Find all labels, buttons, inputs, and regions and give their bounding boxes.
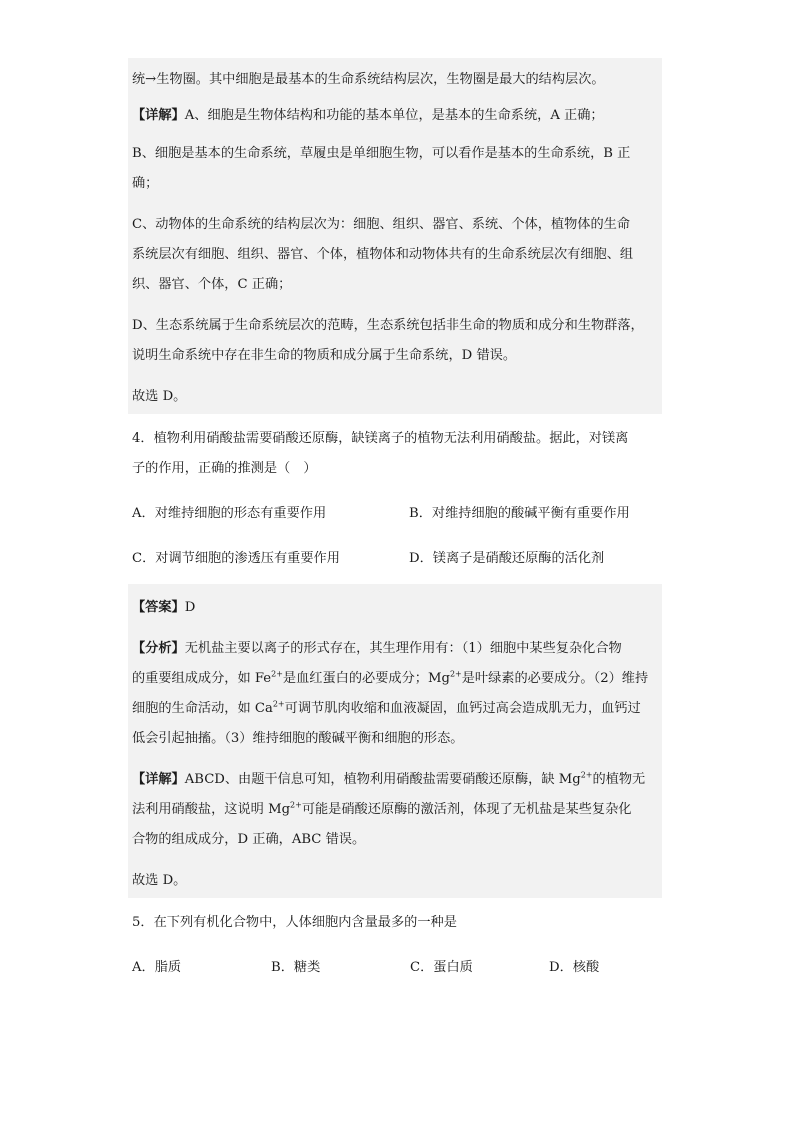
answer-label: 【答案】 <box>132 600 185 615</box>
document-page <box>132 58 662 979</box>
q4-detail-line-2 <box>132 799 662 821</box>
analysis-text-3b: 可调节肌肉收缩和血液凝固，血钙过高会造成肌无力，血钙过 <box>284 701 641 716</box>
analysis-text-2c: 是叶绿素的必要成分。（2）维持 <box>461 671 649 686</box>
q5-stem: 5．在下列有机化合物中，人体细胞内含量最多的一种是 <box>132 915 457 930</box>
q4-answer-line <box>132 597 662 619</box>
detail-c-line-2: 系统层次有细胞、组织、器官、个体，植物体和动物体共有的生命系统层次有细胞、组 <box>132 247 634 262</box>
q4-choose-answer: 故选 D。 <box>132 873 187 888</box>
detail-b-line-2: 确； <box>132 176 159 191</box>
q5-options-row <box>132 957 662 979</box>
detail-text-1b: 的植物无 <box>592 772 646 787</box>
detail-a-line <box>132 105 662 127</box>
mg-charge: 2+ <box>580 770 593 780</box>
mg-charge: 2+ <box>449 669 462 679</box>
analysis-text-2b: 是血红蛋白的必要成分；Mg <box>282 671 450 686</box>
detail-c-line-3: 织、器官、个体，C 正确； <box>132 277 292 292</box>
q4-analysis-line-1 <box>132 638 662 660</box>
detail-text-2a: 法利用硝酸盐，这说明 Mg <box>132 802 291 817</box>
analysis-text-2a: 的重要组成成分，如 Fe <box>132 671 272 686</box>
analysis-text-3a: 细胞的生命活动，如 Ca <box>132 701 273 716</box>
detail-text-1a: ABCD、由题干信息可知，植物利用硝酸盐需要硝酸还原酶，缺 Mg <box>184 772 581 787</box>
q4-option-a: A．对维持细胞的形态有重要作用 <box>132 506 327 521</box>
detail-label: 【详解】 <box>132 108 185 123</box>
detail-b-line-1: B、细胞是基本的生命系统，草履虫是单细胞生物，可以看作是基本的生命系统，B 正 <box>132 146 631 161</box>
q4-options-row-2 <box>132 548 662 570</box>
q5-option-a: A．脂质 <box>132 960 182 975</box>
detail-d-line-1: D、生态系统属于生命系统层次的范畴，生态系统包括非生命的物质和成分和生物群落， <box>132 318 644 333</box>
q5-option-b: B．糖类 <box>271 960 321 975</box>
detail-label: 【详解】 <box>132 772 185 787</box>
q4-option-c: C．对调节细胞的渗透压有重要作用 <box>132 551 340 566</box>
analysis-label: 【分析】 <box>132 641 185 656</box>
question-4 <box>132 414 662 570</box>
q4-option-b: B．对维持细胞的酸碱平衡有重要作用 <box>409 506 630 521</box>
q4-option-d: D．镁离子是硝酸还原酶的活化剂 <box>409 551 605 566</box>
mg-charge: 2+ <box>290 800 302 810</box>
ca-charge: 2+ <box>272 699 285 709</box>
q5-option-c: C．蛋白质 <box>410 960 473 975</box>
q4-analysis-line-4: 低会引起抽搐。（3）维持细胞的酸碱平衡和细胞的形态。 <box>132 731 464 746</box>
detail-a-text: A、细胞是生物体结构和功能的基本单位，是基本的生命系统，A 正确； <box>184 108 604 123</box>
question-5 <box>132 898 662 979</box>
q4-stem-line-1: 4．植物利用硝酸盐需要硝酸还原酶，缺镁离子的植物无法利用硝酸盐。据此，对镁离 <box>132 431 629 446</box>
q4-solution-block <box>128 584 662 898</box>
q4-detail-line-3: 合物的组成成分，D 正确，ABC 错误。 <box>132 832 366 847</box>
detail-text-2b: 可能是硝酸还原酶的激活剂，体现了无机盐是某些复杂化 <box>301 802 632 817</box>
choose-answer: 故选 D。 <box>132 389 187 404</box>
fe-charge: 2+ <box>271 669 283 679</box>
detail-d-line-2: 说明生命系统中存在非生命的物质和成分属于生命系统，D 错误。 <box>132 348 517 363</box>
q4-stem-line-2: 子的作用，正确的推测是（ ） <box>132 461 317 476</box>
analysis-text-1: 无机盐主要以离子的形式存在，其生理作用有：（1）细胞中某些复杂化合物 <box>184 641 622 656</box>
q4-options-row-1 <box>132 503 662 525</box>
q5-option-d: D．核酸 <box>549 960 600 975</box>
q4-analysis-line-2 <box>132 668 662 690</box>
q4-analysis-line-3 <box>132 698 662 720</box>
detail-c-line-1: C、动物体的生命系统的结构层次为：细胞、组织、器官、系统、个体，植物体的生命 <box>132 217 631 232</box>
q4-detail-line-1 <box>132 769 662 791</box>
previous-explanation-block <box>128 58 662 414</box>
explanation-intro: 统→生物圈。其中细胞是最基本的生命系统结构层次，生物圈是最大的结构层次。 <box>132 72 605 87</box>
answer-value: D <box>184 600 196 615</box>
